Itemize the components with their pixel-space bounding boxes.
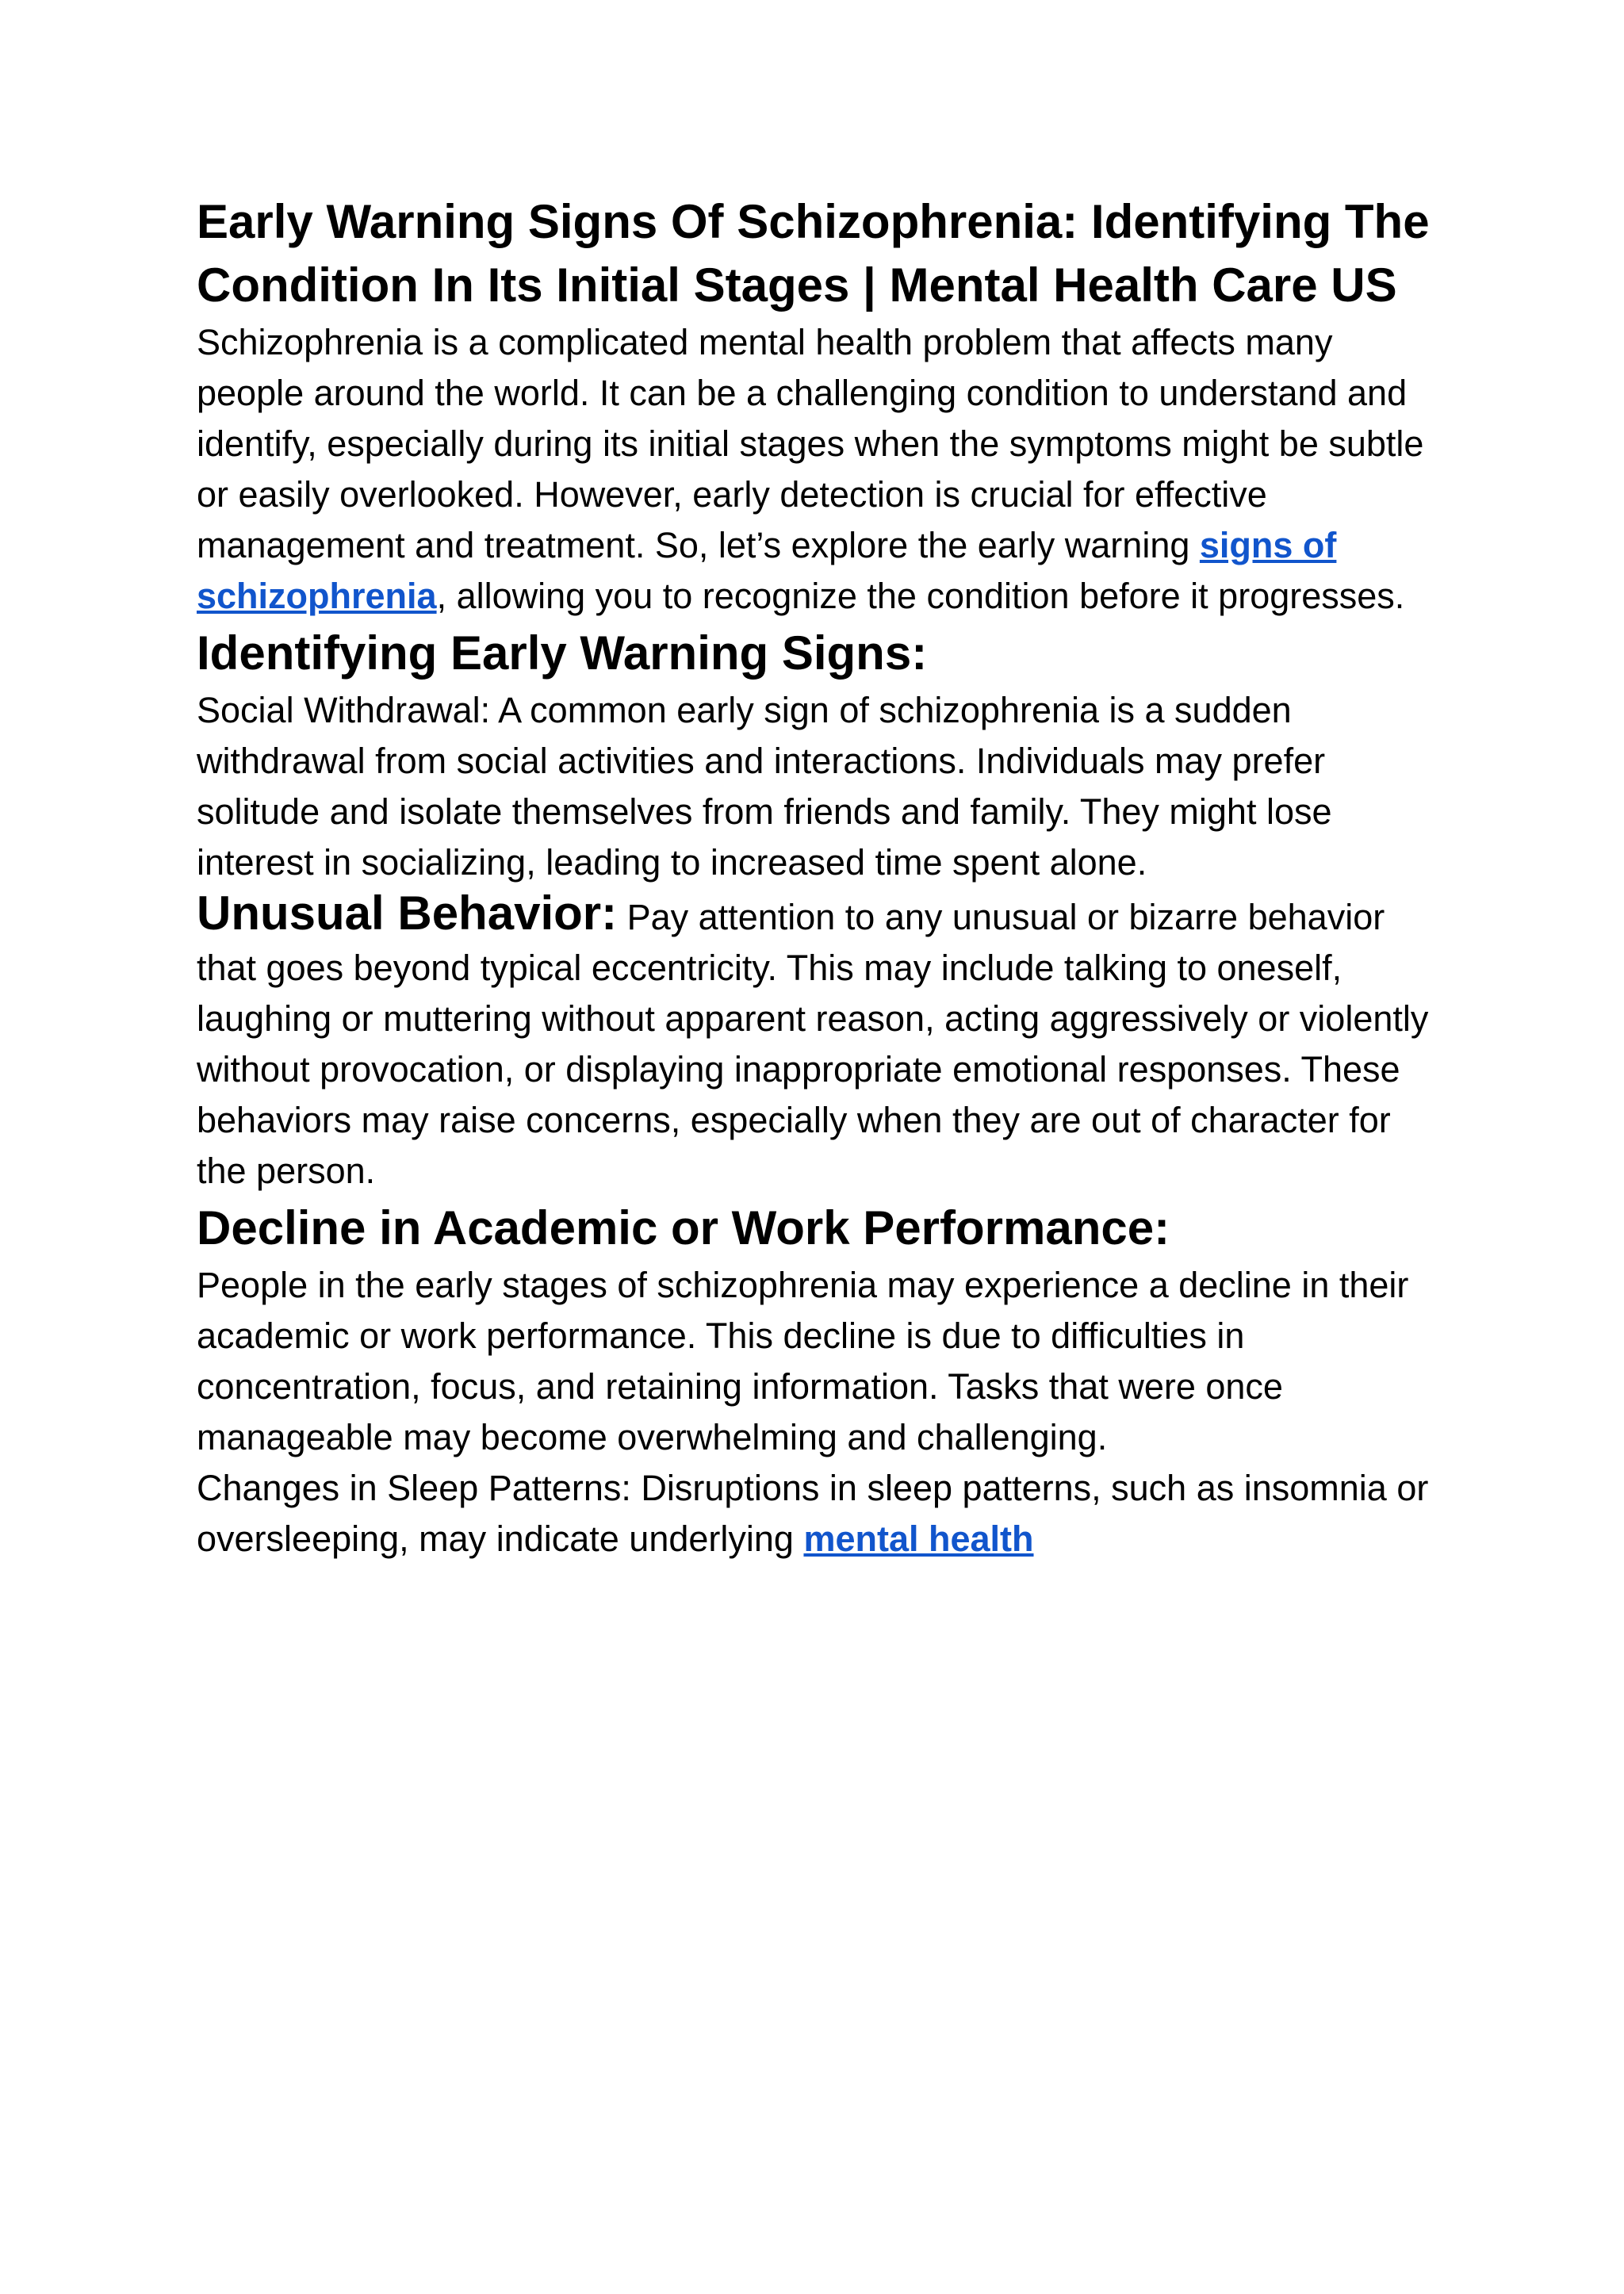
mental-health-link[interactable]: mental health xyxy=(803,1518,1034,1559)
unusual-behavior-text: Pay attention to any unusual or bizarre behavior that goes beyond typical eccentricity. This may include talking to oneself, laughing or muttering without apparent reason, acting aggressively or violently without provocation, or displaying inappropriate emotional responses. These behaviors may raise concerns, especially when they are out of character for the person. xyxy=(197,897,1429,1191)
unusual-behavior-heading: Unusual Behavior: xyxy=(197,887,618,940)
section-heading-identifying: Identifying Early Warning Signs: xyxy=(197,626,928,680)
unusual-behavior-paragraph xyxy=(197,888,1434,1197)
signs-of-schizophrenia-link[interactable]: signs of schizophrenia xyxy=(197,525,1337,616)
intro-paragraph xyxy=(197,317,1434,622)
social-withdrawal-paragraph: Social Withdrawal: A common early sign of schizophrenia is a sudden withdrawal from social activities and interactions. Individuals may prefer solitude and isolate themselves from friends and family. They might lose interest in socializing, leading to increased time spent alone. xyxy=(197,690,1332,883)
intro-text-before: Schizophrenia is a complicated mental health problem that affects many people around the world. It can be a challenging condition to understand and identify, especially during its initial stages when the symptoms might be subtle or easily overlooked. However, early detection is crucial for effective management and treatment. So, let’s explore the early warning xyxy=(197,322,1424,565)
decline-paragraph: People in the early stages of schizophrenia may experience a decline in their academic or work performance. This decline is due to difficulties in concentration, focus, and retaining information. Tasks that were once manageable may become overwhelming and challenging. xyxy=(197,1265,1409,1457)
sleep-patterns-paragraph xyxy=(197,1463,1434,1564)
intro-text-after: , allowing you to recognize the condition before it progresses. xyxy=(436,576,1405,616)
document-title: Early Warning Signs Of Schizophrenia: Identifying The Condition In Its Initial Stages | Mental Health Care US xyxy=(197,195,1430,312)
document-page xyxy=(197,190,1434,1564)
sleep-text-before: Changes in Sleep Patterns: Disruptions in sleep patterns, such as insomnia or oversleeping, may indicate underlying xyxy=(197,1468,1429,1559)
decline-heading: Decline in Academic or Work Performance: xyxy=(197,1201,1170,1254)
